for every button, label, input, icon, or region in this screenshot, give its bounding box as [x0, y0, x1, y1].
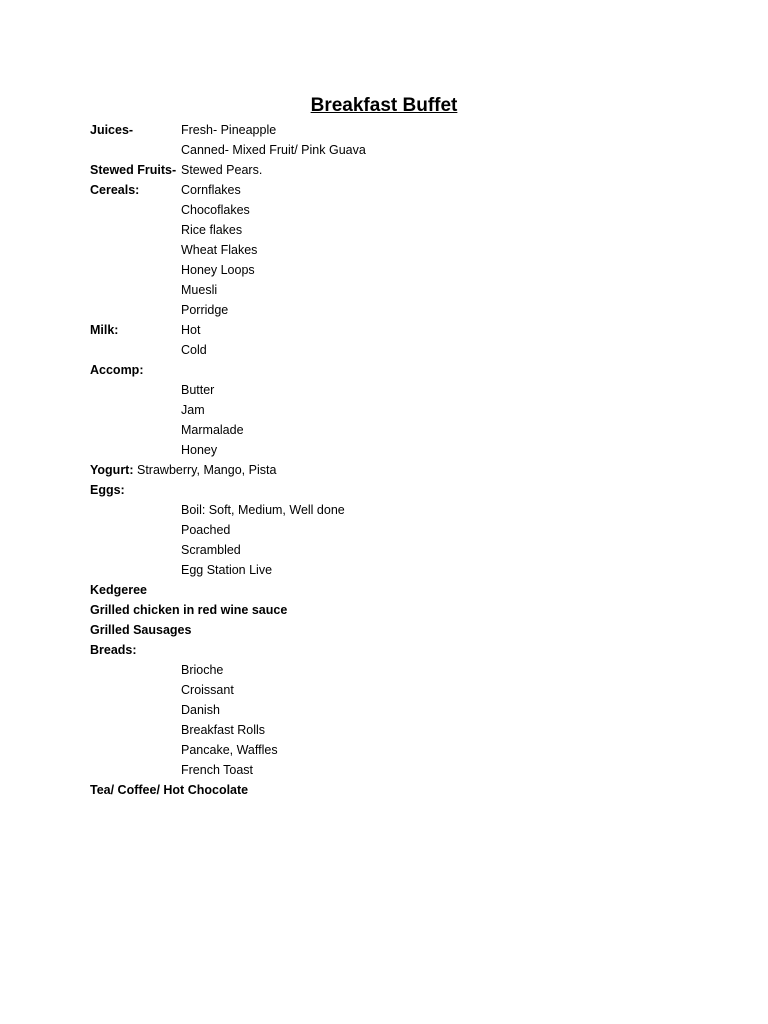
menu-row-cereals [90, 300, 690, 320]
accomp-item: Butter [181, 383, 215, 397]
menu-row-eggs [90, 480, 690, 500]
menu-row-accomp [90, 420, 690, 440]
accomp-item: Marmalade [181, 423, 244, 437]
menu-row-eggs [90, 520, 690, 540]
breads-item: Brioche [181, 663, 224, 677]
cereals-item: Wheat Flakes [181, 243, 258, 257]
eggs-label: Eggs: [90, 483, 125, 497]
menu-row-grilled-chicken [90, 600, 690, 620]
grilled-chicken-label: Grilled chicken in red wine sauce [90, 603, 288, 617]
menu-row-breads [90, 640, 690, 660]
menu-row-cereals [90, 280, 690, 300]
kedgeree-label: Kedgeree [90, 583, 147, 597]
menu-row-accomp [90, 440, 690, 460]
menu-list [90, 120, 690, 800]
menu-row-cereals [90, 260, 690, 280]
menu-row-grilled-sausages [90, 620, 690, 640]
menu-row-cereals [90, 240, 690, 260]
milk-label: Milk: [90, 323, 119, 337]
menu-row-breads [90, 680, 690, 700]
cereals-item: Muesli [181, 283, 218, 297]
stewed-fruits-item: Stewed Pears. [181, 163, 263, 177]
eggs-item: Scrambled [181, 543, 241, 557]
accomp-item: Honey [181, 443, 218, 457]
page-title: Breakfast Buffet [310, 95, 458, 116]
accomp-label: Accomp: [90, 363, 144, 377]
milk-item: Cold [181, 343, 207, 357]
menu-row-beverages [90, 780, 690, 800]
menu-row-eggs [90, 540, 690, 560]
milk-item: Hot [181, 323, 201, 337]
juices-label: Juices- [90, 123, 134, 137]
menu-row-milk [90, 340, 690, 360]
yogurt-line [90, 460, 276, 480]
cereals-label: Cereals: [90, 183, 140, 197]
yogurt-label: Yogurt: [90, 463, 134, 477]
menu-row-cereals [90, 180, 690, 200]
breads-label: Breads: [90, 643, 137, 657]
eggs-item: Boil: Soft, Medium, Well done [181, 503, 345, 517]
stewed-fruits-label: Stewed Fruits- [90, 163, 177, 177]
menu-row-juices [90, 140, 690, 160]
breads-item: Croissant [181, 683, 234, 697]
menu-row-accomp [90, 400, 690, 420]
grilled-sausages-label: Grilled Sausages [90, 623, 192, 637]
eggs-item: Poached [181, 523, 231, 537]
cereals-item: Rice flakes [181, 223, 243, 237]
menu-row-accomp [90, 360, 690, 380]
menu-row-breads [90, 700, 690, 720]
yogurt-flavors: Strawberry, Mango, Pista [133, 463, 277, 477]
menu-row-breads [90, 740, 690, 760]
menu-row-breads [90, 660, 690, 680]
menu-row-stewed-fruits [90, 160, 690, 180]
breads-item: Breakfast Rolls [181, 723, 266, 737]
breads-item: French Toast [181, 763, 254, 777]
breads-item: Danish [181, 703, 220, 717]
menu-row-breads [90, 760, 690, 780]
cereals-item: Porridge [181, 303, 229, 317]
menu-row-milk [90, 320, 690, 340]
menu-row-eggs [90, 500, 690, 520]
cereals-item: Honey Loops [181, 263, 255, 277]
accomp-item: Jam [181, 403, 205, 417]
menu-row-juices [90, 120, 690, 140]
juices-item: Fresh- Pineapple [181, 123, 277, 137]
cereals-item: Cornflakes [181, 183, 241, 197]
breads-item: Pancake, Waffles [181, 743, 278, 757]
menu-row-accomp [90, 380, 690, 400]
cereals-item: Chocoflakes [181, 203, 250, 217]
eggs-item: Egg Station Live [181, 563, 273, 577]
menu-row-eggs [90, 560, 690, 580]
menu-row-cereals [90, 220, 690, 240]
menu-row-kedgeree [90, 580, 690, 600]
juices-item: Canned- Mixed Fruit/ Pink Guava [181, 143, 366, 157]
menu-row-yogurt [90, 460, 690, 480]
menu-row-cereals [90, 200, 690, 220]
beverages-label: Tea/ Coffee/ Hot Chocolate [90, 783, 249, 797]
menu-row-breads [90, 720, 690, 740]
